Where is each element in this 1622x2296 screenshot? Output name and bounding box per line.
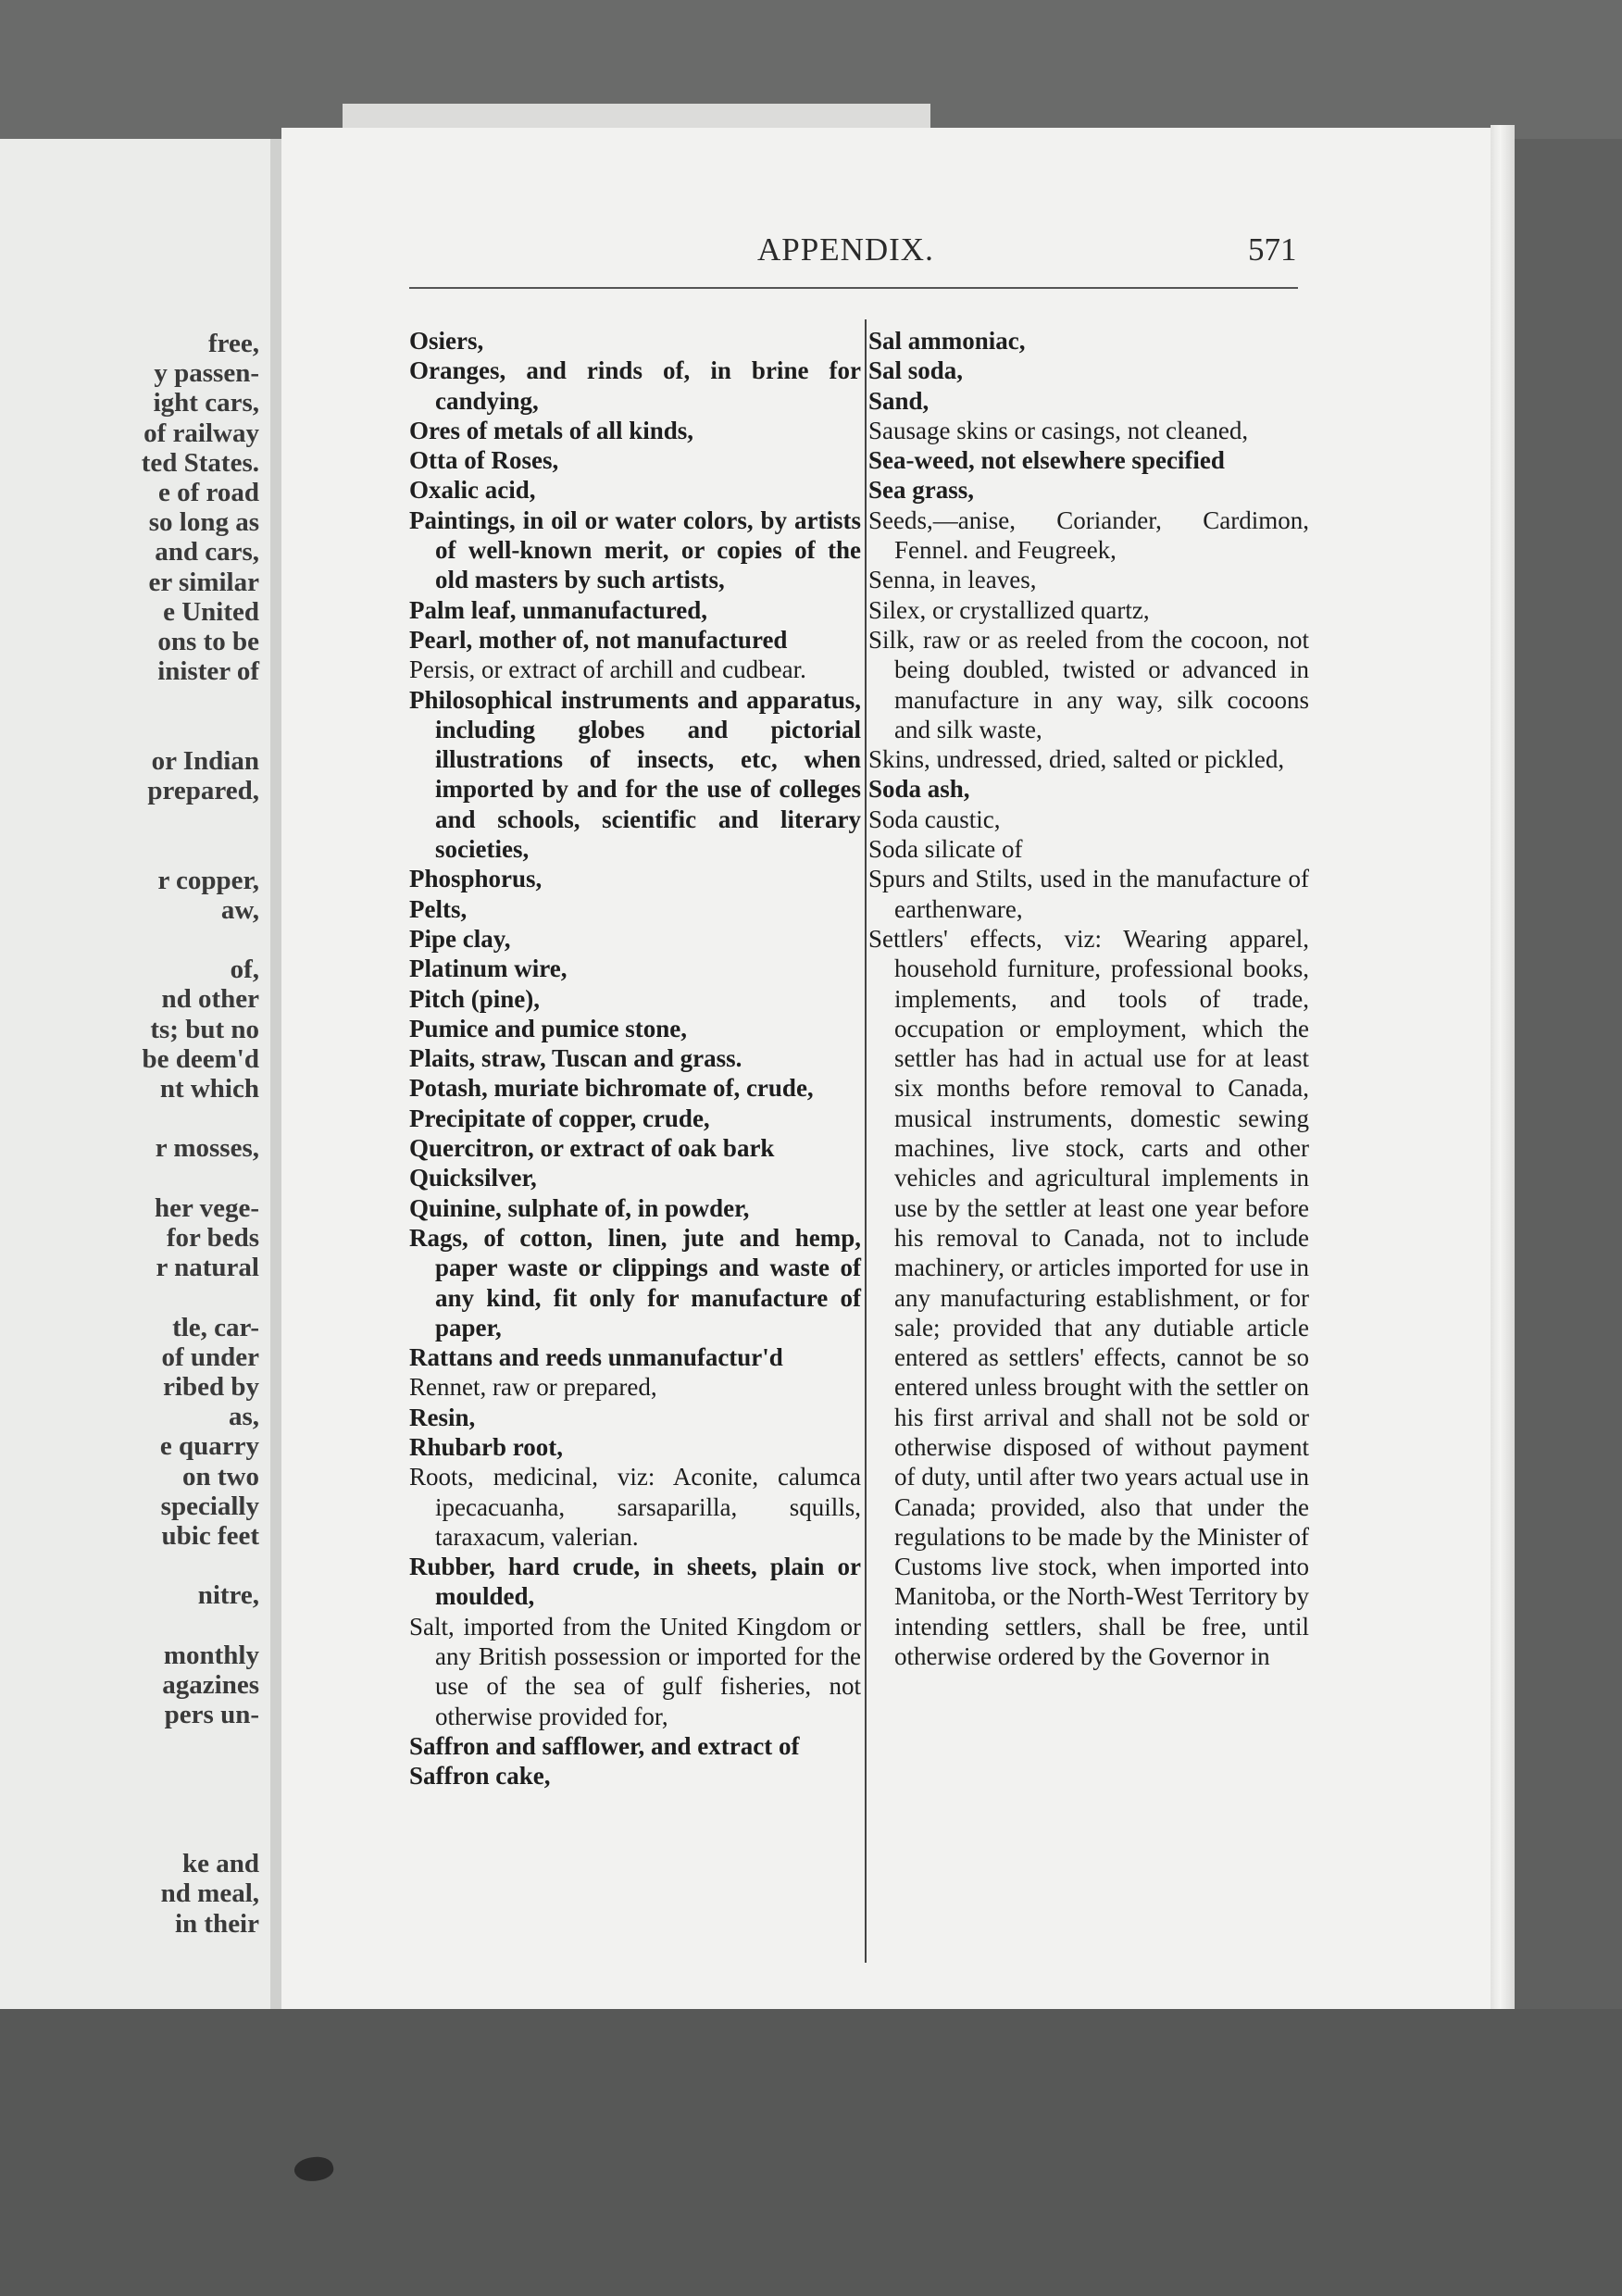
facing-page-fragment: nd meal,: [160, 1878, 259, 1909]
tariff-entry: Rags, of cotton, linen, jute and hemp, paper waste or clippings and waste of any kind, fit only for manufacture of paper,: [409, 1223, 861, 1341]
page-edge-stack: [1491, 125, 1515, 2041]
facing-page-fragment: ke and: [181, 1849, 259, 1879]
facing-page-fragment: specially: [160, 1491, 259, 1521]
tariff-entry: Salt, imported from the United Kingdom or any British possession or imported for the use of the sea of gulf fisheries, not otherwise provided for,: [409, 1612, 861, 1730]
tariff-entry: Rhubarb root,: [409, 1432, 564, 1461]
tariff-entry: Pelts,: [409, 894, 468, 923]
facing-page-fragment: prepared,: [147, 776, 259, 805]
facing-page-fragment: so long as: [148, 507, 259, 538]
tariff-entry: Silex, or crystallized quartz,: [868, 595, 1150, 624]
facing-page-fragment: ons to be: [157, 627, 259, 656]
facing-page-fragment: er similar: [148, 567, 259, 597]
facing-page-fragment: r copper,: [157, 865, 259, 895]
tariff-entry: Silk, raw or as reeled from the cocoon, not being doubled, twisted or advanced in manufacture in any way, silk cocoons and silk waste,: [868, 625, 1309, 743]
tariff-entry: Paintings, in oil or water colors, by artists of well-known merit, or copies of the old masters by such artists,: [409, 505, 861, 594]
facing-page-fragment: y passen-: [154, 358, 259, 389]
facing-page-fragment: on two: [182, 1461, 259, 1491]
tariff-entry: Sea-weed, not elsewhere specified: [868, 446, 1225, 475]
tariff-entry: Pipe clay,: [409, 924, 511, 953]
tariff-entry: Plaits, straw, Tuscan and grass.: [409, 1044, 742, 1073]
tariff-entry: Sal ammoniac,: [868, 327, 1026, 355]
tariff-entry: Philosophical instruments and apparatus, including globes and pictorial illustrations of insects, etc, when imported by and for the use of colleges and schools, scientific and literary societies,: [409, 685, 861, 864]
book-gutter: [270, 139, 281, 2009]
facing-page-fragment: ted States.: [141, 447, 259, 478]
tariff-entry: Precipitate of copper, crude,: [409, 1104, 710, 1132]
tariff-entry: Resin,: [409, 1403, 476, 1431]
tariff-entry: Soda silicate of: [868, 835, 1023, 864]
tariff-entry: Sand,: [868, 386, 930, 415]
tariff-entry: Persis, or extract of archill and cudbear.: [409, 655, 806, 684]
tariff-entry: Pearl, mother of, not manufactured: [409, 625, 788, 654]
facing-page-fragment: for beds: [166, 1223, 259, 1253]
column-divider: [865, 319, 867, 1963]
tariff-entry: Potash, muriate bichromate of, crude,: [409, 1074, 814, 1103]
facing-page-fragment: aw,: [220, 894, 259, 925]
tariff-entry: Rubber, hard crude, in sheets, plain or moulded,: [409, 1553, 861, 1611]
tariff-entry: Soda ash,: [868, 775, 970, 804]
page-number: 571: [1248, 231, 1297, 268]
tariff-entry: Settlers' effects, viz: Wearing apparel, household furniture, professional books, implements, and tools of trade, occupation or employment, which the settler has had in actual use for at least six months before removal to Canada, musical instruments, domestic sewing machines, live stock, carts and other vehicles and agricultural implements in use by the settler at least one year before his removal to Canada, not to include machinery, or articles imported for use in any manufacturing establishment, or for sale; provided that any dutiable article entered as settlers' effects, cannot be so entered unless brought with the settler on his first arrival and shall not be sold or otherwise disposed of without payment of duty, until after two years actual use in Canada; provided, also that under the regulations to be made by the Minister of Customs live stock, when imported into Manitoba, or the North-West Territory by intending settlers, shall be free, until otherwise ordered by the Governor in: [868, 924, 1309, 1671]
facing-page-fragment: tle, car-: [172, 1312, 259, 1342]
facing-page-fragment: ight cars,: [153, 388, 259, 418]
facing-page-fragment: of under: [161, 1341, 259, 1372]
facing-page-fragment: nd other: [161, 984, 259, 1015]
tariff-entry: Senna, in leaves,: [868, 566, 1037, 594]
facing-page-fragment: nt which: [159, 1074, 259, 1104]
facing-page-fragment: ubic feet: [161, 1521, 259, 1551]
facing-page-fragment: or Indian: [151, 745, 259, 776]
tariff-entry: Sal soda,: [868, 356, 964, 385]
facing-page-fragment: e quarry: [159, 1431, 259, 1462]
facing-page-fragment: of,: [230, 955, 259, 985]
facing-page-fragment: free,: [208, 329, 259, 358]
tariff-entry: Osiers,: [409, 327, 484, 355]
facing-page-fragment: e of road: [157, 478, 259, 507]
facing-page-fragment: ribed by: [163, 1372, 259, 1402]
facing-page-fragment: nitre,: [197, 1580, 259, 1611]
tariff-entry: Spurs and Stilts, used in the manufacture of earthenware,: [868, 865, 1309, 923]
facing-page: [0, 139, 270, 2009]
tariff-entry: Otta of Roses,: [409, 446, 559, 475]
facing-page-fragment: agazines: [162, 1670, 259, 1700]
tariff-entry: Pumice and pumice stone,: [409, 1014, 687, 1042]
tariff-entry: Soda caustic,: [868, 805, 1001, 833]
tariff-entry: Roots, medicinal, viz: Aconite, calumca ipecacuanha, sarsaparilla, squills, taraxacum, valerian.: [409, 1463, 861, 1551]
header-rule: [409, 287, 1298, 289]
facing-page-fragment: inister of: [157, 656, 259, 687]
tariff-entry: Oranges, and rinds of, in brine for candying,: [409, 356, 861, 415]
scan-bottom-background: [0, 2009, 1622, 2296]
tariff-entry: Oxalic acid,: [409, 476, 536, 505]
left-column: [409, 326, 861, 1791]
tariff-entry: Platinum wire,: [409, 955, 568, 983]
facing-page-fragment: be deem'd: [142, 1043, 259, 1074]
tariff-entry: Saffron and safflower, and extract of: [409, 1731, 800, 1760]
facing-page-fragment: pers un-: [164, 1700, 259, 1730]
tariff-entry: Rattans and reeds unmanufactur'd: [409, 1343, 783, 1372]
facing-page-fragment: of railway: [143, 418, 259, 448]
running-title: APPENDIX.: [757, 231, 934, 268]
facing-page-fragment: monthly: [163, 1640, 259, 1670]
tariff-entry: Sea grass,: [868, 476, 974, 505]
facing-page-fragment: and cars,: [155, 537, 259, 568]
right-column: [868, 326, 1309, 1671]
tariff-entry: Quicksilver,: [409, 1164, 537, 1192]
facing-page-fragment: ts; but no: [150, 1014, 259, 1044]
tariff-entry: Pitch (pine),: [409, 984, 540, 1013]
tariff-entry: Saffron cake,: [409, 1762, 551, 1791]
tariff-entry: Seeds,—anise, Coriander, Cardimon, Fennel. and Feugreek,: [868, 505, 1309, 565]
tariff-entry: Palm leaf, unmanufactured,: [409, 595, 707, 624]
tariff-entry: Ores of metals of all kinds,: [409, 416, 694, 444]
tariff-entry: Rennet, raw or prepared,: [409, 1373, 657, 1402]
facing-page-fragment: in their: [174, 1908, 259, 1939]
facing-page-fragment: her vege-: [155, 1192, 259, 1223]
facing-page-fragment: as,: [228, 1402, 259, 1432]
facing-page-fragment: r mosses,: [155, 1133, 259, 1164]
tariff-entry: Quinine, sulphate of, in powder,: [409, 1193, 750, 1222]
tariff-entry: Phosphorus,: [409, 865, 543, 893]
tariff-entry: Skins, undressed, dried, salted or pickled,: [868, 745, 1285, 774]
facing-page-fragment: e United: [163, 596, 259, 627]
facing-page-fragment: r natural: [156, 1253, 259, 1283]
tariff-entry: Sausage skins or casings, not cleaned,: [868, 416, 1249, 444]
tariff-entry: Quercitron, or extract of oak bark: [409, 1134, 775, 1163]
